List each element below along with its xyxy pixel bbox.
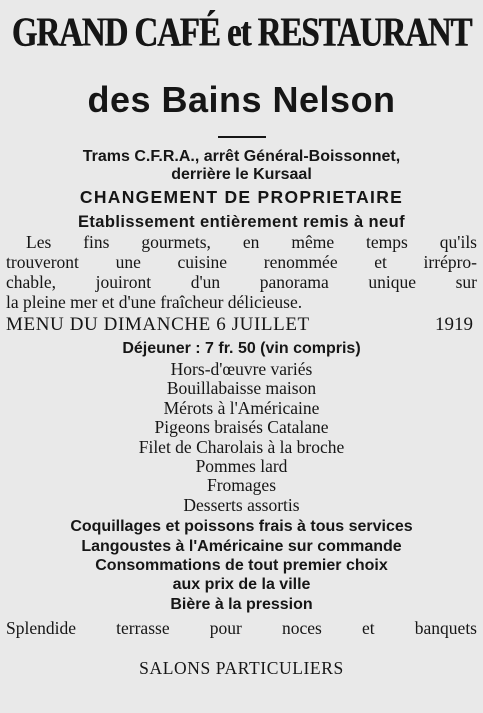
menu-year: 1919 xyxy=(435,314,473,335)
renovation-notice: Etablissement entièrement remis à neuf xyxy=(78,213,405,231)
service-line: aux prix de la ville xyxy=(172,576,311,594)
description-line: chable, jouiront d'un panorama unique sur xyxy=(6,272,477,292)
service-line: Coquillages et poissons frais à tous services xyxy=(70,518,413,536)
dish-item: Fromages xyxy=(206,475,277,496)
service-line: Langoustes à l'Américaine sur commande xyxy=(81,537,402,555)
dish-item: Desserts assortis xyxy=(183,494,300,515)
restaurant-advertisement xyxy=(0,4,483,713)
dish-item: Bouillabaisse maison xyxy=(166,378,317,399)
dish-item: Filet de Charolais à la broche xyxy=(138,436,345,457)
menu-heading: MENU DU DIMANCHE 6 JUILLET xyxy=(6,314,310,335)
description-line: la pleine mer et d'une fraîcheur délicieuse. xyxy=(6,292,303,312)
location-line-2: derrière le Kursaal xyxy=(171,166,312,183)
location-line-1: Trams C.F.R.A., arrêt Général-Boissonnet, xyxy=(82,148,401,165)
description-paragraph xyxy=(6,232,477,312)
ad-title: GRAND CAFÉ et RESTAURANT xyxy=(11,10,472,56)
divider-rule xyxy=(218,136,266,138)
dish-item: Pommes lard xyxy=(195,456,288,477)
terrace-notice: Splendide terrasse pour noces et banquets xyxy=(6,618,477,639)
services-list xyxy=(6,517,477,614)
owner-change-notice: CHANGEMENT DE PROPRIETAIRE xyxy=(79,187,404,207)
dish-item: Pigeons braisés Catalane xyxy=(154,417,329,438)
service-line: Bière à la pression xyxy=(170,595,313,613)
ad-subtitle: des Bains Nelson xyxy=(87,79,396,120)
dish-item: Hors-d'œuvre variés xyxy=(170,359,313,379)
lunch-price: Déjeuner : 7 fr. 50 (vin compris) xyxy=(122,340,361,357)
dish-list xyxy=(6,360,477,515)
service-line: Consommations de tout premier choix xyxy=(95,557,388,575)
description-line: Les fins gourmets, en même temps qu'ils xyxy=(26,232,477,252)
description-line: trouveront une cuisine renommée et irrépro- xyxy=(6,252,477,272)
private-rooms-notice: SALONS PARTICULIERS xyxy=(139,657,344,678)
menu-date-heading xyxy=(6,314,477,336)
dish-item: Mérots à l'Américaine xyxy=(163,397,320,418)
